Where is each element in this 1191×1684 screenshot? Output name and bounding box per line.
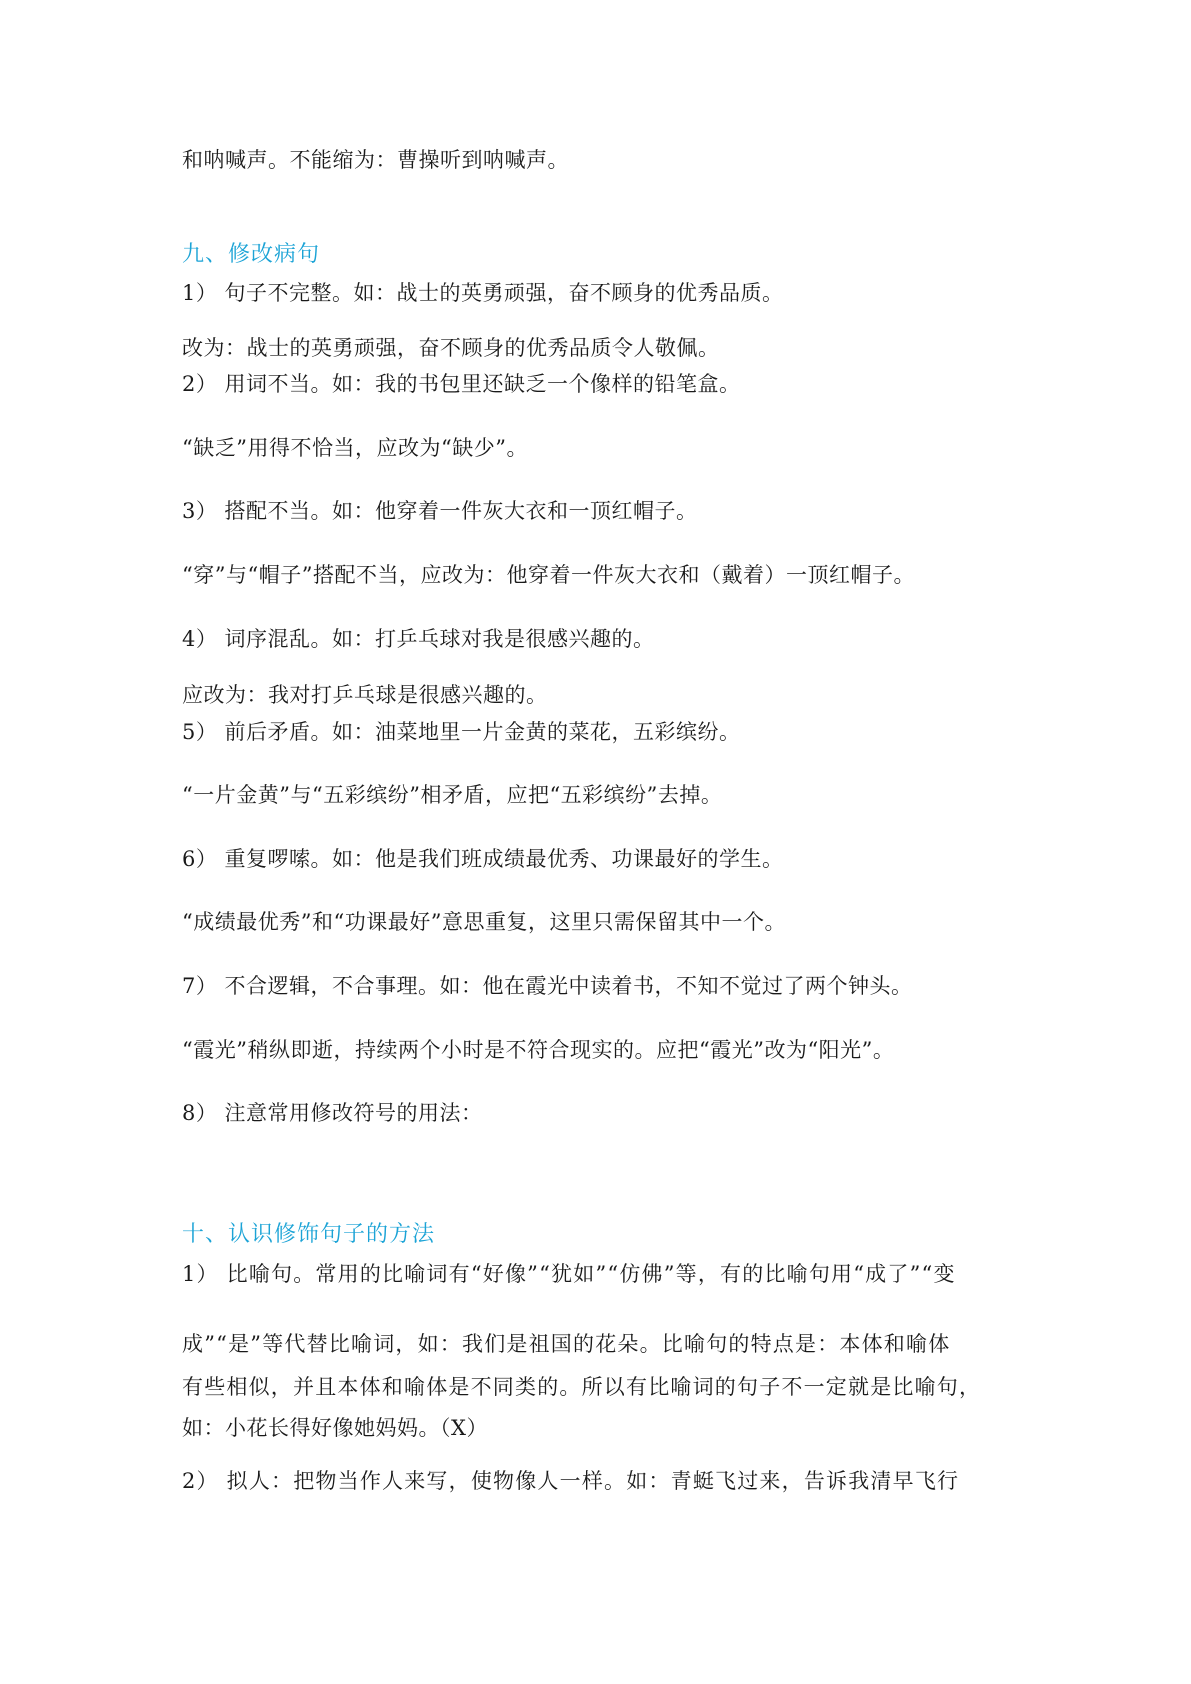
section9-line: 2） 用词不当。如：我的书包里还缺乏一个像样的铅笔盒。 — [182, 372, 741, 396]
section10-heading: 十、认识修饰句子的方法 — [182, 1222, 436, 1247]
section10-line: 如：小花长得好像她妈妈。（X） — [182, 1416, 488, 1440]
section10-line: 成”“是”等代替比喻词，如：我们是祖国的花朵。比喻句的特点是：本体和喻体 — [182, 1332, 951, 1356]
section9-line: 3） 搭配不当。如：他穿着一件灰大衣和一顶红帽子。 — [182, 499, 698, 523]
section9-line: 1） 句子不完整。如：战士的英勇顽强，奋不顾身的优秀品质。 — [182, 281, 784, 305]
section9-line: “成绩最优秀”和“功课最好”意思重复，这里只需保留其中一个。 — [182, 910, 786, 934]
section10-line: 有些相似，并且本体和喻体是不同类的。所以有比喻词的句子不一定就是比喻句， — [182, 1375, 982, 1399]
intro-line: 和呐喊声。不能缩为：曹操听到呐喊声。 — [182, 148, 569, 172]
section9-line: 6） 重复啰嗦。如：他是我们班成绩最优秀、功课最好的学生。 — [182, 847, 784, 871]
section10-line: 2） 拟人：把物当作人来写，使物像人一样。如：青蜓飞过来，告诉我清早飞行 — [182, 1469, 960, 1493]
section9-line: 8） 注意常用修改符号的用法： — [182, 1101, 483, 1125]
section9-heading: 九、修改病句 — [182, 242, 321, 267]
section9-line: 改为：战士的英勇顽强，奋不顾身的优秀品质令人敬佩。 — [182, 336, 720, 360]
section9-line: 4） 词序混乱。如：打乒乓球对我是很感兴趣的。 — [182, 627, 655, 651]
section9-line: 5） 前后矛盾。如：油菜地里一片金黄的菜花，五彩缤纷。 — [182, 720, 741, 744]
section10-line: 1） 比喻句。常用的比喻词有“好像”“犹如”“仿佛”等，有的比喻句用“成了”“变 — [182, 1262, 956, 1286]
section9-line: 应改为：我对打乒乓球是很感兴趣的。 — [182, 683, 548, 707]
section9-line: “一片金黄”与“五彩缤纷”相矛盾，应把“五彩缤纷”去掉。 — [182, 783, 723, 807]
section9-line: “霞光”稍纵即逝，持续两个小时是不符合现实的。应把“霞光”改为“阳光”。 — [182, 1038, 895, 1062]
section9-line: “缺乏”用得不恰当，应改为“缺少”。 — [182, 436, 528, 460]
section9-line: “穿”与“帽子”搭配不当，应改为：他穿着一件灰大衣和（戴着）一顶红帽子。 — [182, 563, 915, 587]
section9-line: 7） 不合逻辑，不合事理。如：他在霞光中读着书，不知不觉过了两个钟头。 — [182, 974, 913, 998]
